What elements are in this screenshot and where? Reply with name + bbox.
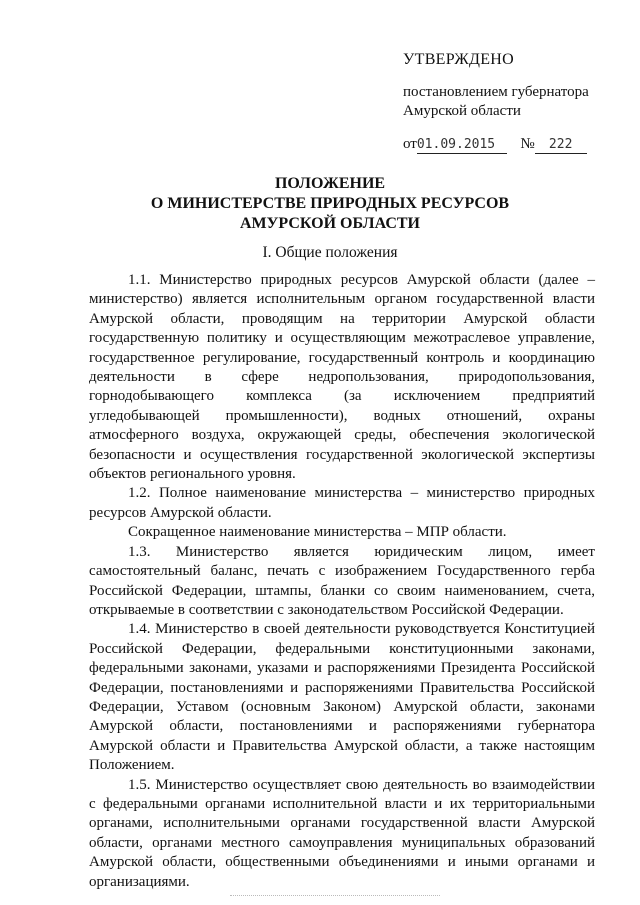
document-body bbox=[89, 271, 595, 892]
approval-heading: УТВЕРЖДЕНО bbox=[403, 51, 515, 68]
title-line-2: О МИНИСТЕРСТВЕ ПРИРОДНЫХ РЕСУРСОВ bbox=[150, 195, 510, 212]
section-heading: I. Общие положения bbox=[262, 244, 398, 261]
decree-from-label: от bbox=[403, 136, 417, 152]
paragraph-1-4: 1.4. Министерство в своей деятельности руководствуется Конституцией Российской Федерации, федеральными конституционными законами, федеральными законами, указами и распоряжениями Президента Российской Федерации, постановлениями и распоряжениями Правительства Российской Федерации, Уставом (основным Законом) Амурской области, законами Амурской области, постановлениями и распоряжениями губернатора Амурской области и Правительства Амурской области, а также настоящим Положением. bbox=[89, 621, 595, 774]
approval-line-1: постановлением губернатора bbox=[403, 84, 589, 100]
approval-line-2: Амурской области bbox=[403, 103, 521, 119]
decree-number: 222 bbox=[535, 137, 587, 154]
decree-reference bbox=[403, 135, 618, 154]
paragraph-1-2: 1.2. Полное наименование министерства – министерство природных ресурсов Амурской области. bbox=[89, 485, 595, 521]
paragraph-short-name: Сокращенное наименование министерства – МПР области. bbox=[128, 524, 507, 541]
decree-number-label: № bbox=[520, 136, 535, 152]
document-title bbox=[0, 174, 640, 234]
paragraph-1-1: 1.1. Министерство природных ресурсов Амурской области (далее – министерство) является исполнительным органом государственной власти Амурской области, проводящим на территории Амурской области государственную политику и осуществляющим межотраслевое управление, государственное регулирование, государственный контроль и координацию деятельности в сфере недропользования, природопользования, горнодобывающего комплекса (за исключением предприятий угледобывающей промышленности), водных отношений, охраны атмосферного воздуха, окружающей среды, обеспечения экологической безопасности и осуществления государственной экологической экспертизы объектов регионального уровня. bbox=[89, 272, 595, 483]
title-line-1: ПОЛОЖЕНИЕ bbox=[274, 175, 386, 192]
scan-artifact-line bbox=[230, 895, 440, 898]
decree-date: 01.09.2015 bbox=[417, 137, 507, 154]
approval-block bbox=[403, 50, 618, 154]
paragraph-1-5: 1.5. Министерство осуществляет свою деятельность во взаимодействии с федеральными органами исполнительной власти и их территориальными органами, исполнительными органами государственной власти Амурской области, органами местного самоуправления муниципальных образований Амурской области, общественными объединениями и иными органами и организациями. bbox=[89, 776, 595, 890]
paragraph-1-3: 1.3. Министерство является юридическим лицом, имеет самостоятельный баланс, печать с изображением Государственного герба Российской Федерации, штампы, бланки со своим наименованием, счета, открываемые в соответствии с законодательством Российской Федерации. bbox=[89, 543, 595, 618]
title-line-3: АМУРСКОЙ ОБЛАСТИ bbox=[240, 215, 420, 232]
